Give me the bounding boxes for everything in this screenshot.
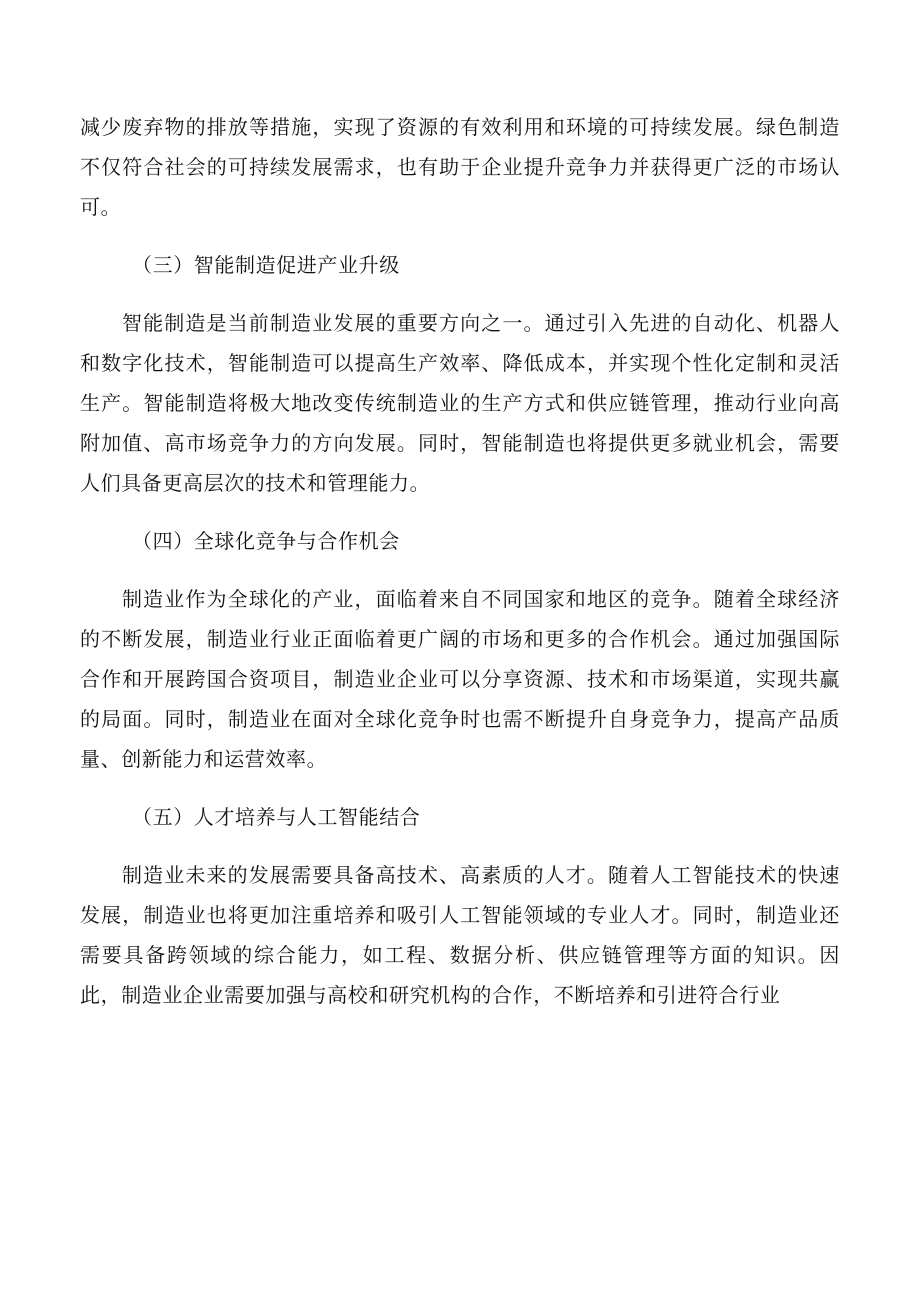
section-heading-3: （三）智能制造促进产业升级 bbox=[132, 253, 400, 277]
paragraph-globalization: 制造业作为全球化的产业，面临着来自不同国家和地区的竞争。随着全球经济的不断发展，制造业行业正面临着更广阔的市场和更多的合作机会。通过加强国际合作和开展跨国合资项目，制造业企业可以分享资源、技术和市场渠道，实现共赢的局面。同时，制造业在面对全球化竞争时也需不断提升自身竞争力，提高产品质量、创新能力和运营效率。 bbox=[80, 587, 840, 771]
paragraph-talent-ai: 制造业未来的发展需要具备高技术、高素质的人才。随着人工智能技术的快速发展，制造业也将更加注重培养和吸引人工智能领域的专业人才。同时，制造业还需要具备跨领域的综合能力，如工程、数据分析、供应链管理等方面的知识。因此，制造业企业需要加强与高校和研究机构的合作，不断培养和引进符合行业 bbox=[80, 863, 840, 1007]
paragraph-smart-manufacturing: 智能制造是当前制造业发展的重要方向之一。通过引入先进的自动化、机器人和数字化技术，智能制造可以提高生产效率、降低成本，并实现个性化定制和灵活生产。智能制造将极大地改变传统制造业的生产方式和供应链管理，推动行业向高附加值、高市场竞争力的方向发展。同时，智能制造也将提供更多就业机会，需要人们具备更高层次的技术和管理能力。 bbox=[80, 311, 840, 495]
section-heading-5: （五）人才培养与人工智能结合 bbox=[132, 805, 421, 829]
paragraph-green-manufacturing-continuation: 减少废弃物的排放等措施，实现了资源的有效利用和环境的可持续发展。绿色制造不仅符合社会的可持续发展需求，也有助于企业提升竞争力并获得更广泛的市场认可。 bbox=[80, 115, 840, 219]
section-heading-4: （四）全球化竞争与合作机会 bbox=[132, 529, 400, 553]
